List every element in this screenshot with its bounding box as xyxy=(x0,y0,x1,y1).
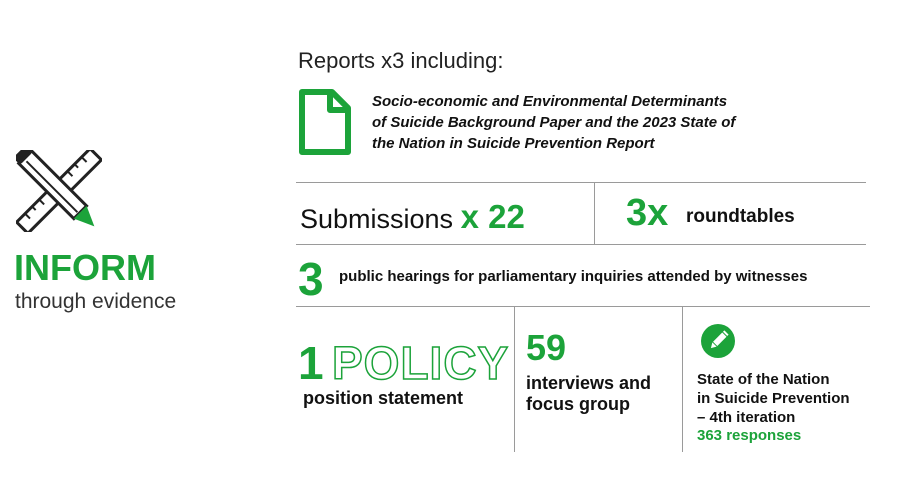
document-icon xyxy=(298,88,352,156)
policy-word: POLICY xyxy=(332,337,510,389)
section-subtitle: through evidence xyxy=(15,290,177,313)
interviews-line-1: interviews and xyxy=(526,373,652,393)
divider xyxy=(514,306,515,452)
son-line-1: State of the Nation xyxy=(697,371,830,388)
pencil-badge-icon xyxy=(700,323,736,359)
divider xyxy=(296,306,870,307)
hearings-count: 3 xyxy=(298,253,324,305)
policy-count: 1 xyxy=(298,337,324,389)
submissions-stat xyxy=(300,198,525,236)
roundtables-count: 3x xyxy=(626,192,669,234)
divider xyxy=(682,306,683,452)
hearings-label: public hearings for parliamentary inquiries attended by witnesses xyxy=(339,268,808,285)
roundtables-label: roundtables xyxy=(686,206,795,227)
state-of-nation-label xyxy=(697,370,872,427)
reports-line-3: the Nation in Suicide Prevention Report xyxy=(372,135,655,152)
submissions-count: x 22 xyxy=(460,198,525,235)
ruler-pencil-icon xyxy=(16,150,102,232)
interviews-line-2: focus group xyxy=(526,394,630,414)
son-responses: 363 responses xyxy=(697,427,802,444)
interviews-count: 59 xyxy=(526,327,567,368)
submissions-label: Submissions xyxy=(300,204,454,234)
reports-line-1: Socio-economic and Environmental Determinants xyxy=(372,93,728,110)
son-line-2: in Suicide Prevention xyxy=(697,390,850,407)
interviews-label xyxy=(526,373,676,415)
son-line-3: – 4th iteration xyxy=(697,409,796,426)
policy-label: position statement xyxy=(303,388,464,408)
divider xyxy=(296,244,866,245)
reports-line-2: of Suicide Background Paper and the 2023 State of xyxy=(372,114,736,131)
divider xyxy=(296,182,866,183)
reports-heading: Reports x3 including: xyxy=(298,48,504,73)
reports-description xyxy=(372,91,852,154)
section-title: INFORM xyxy=(14,247,156,288)
divider xyxy=(594,182,595,244)
